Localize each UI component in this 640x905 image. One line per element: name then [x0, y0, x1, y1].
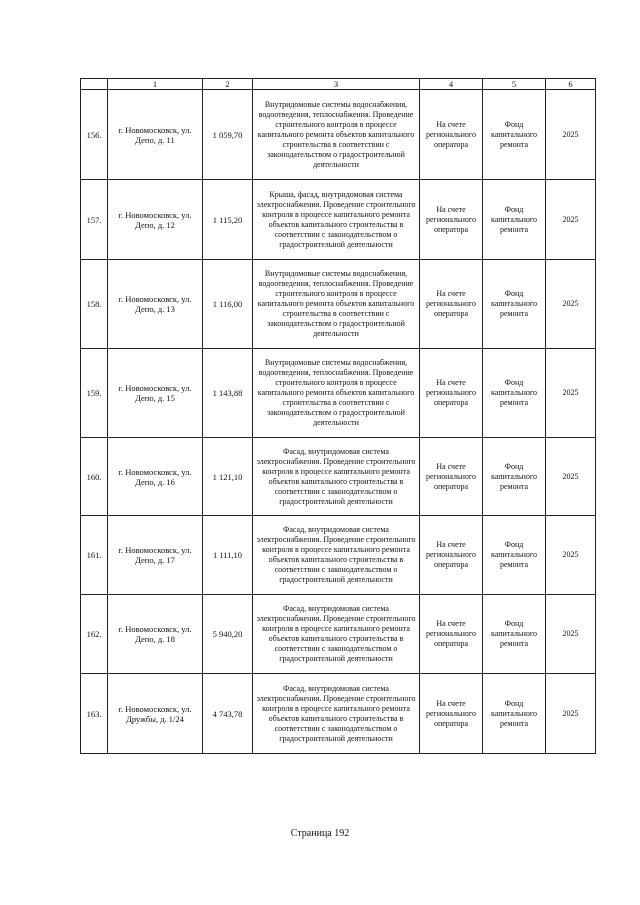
table-row	[81, 595, 596, 674]
row-number: 158.	[81, 260, 108, 349]
row-year: 2025	[546, 595, 596, 674]
table-row	[81, 90, 596, 180]
table-header-row	[81, 79, 596, 90]
row-year: 2025	[546, 260, 596, 349]
row-year: 2025	[546, 674, 596, 754]
row-works: Фасад, внутридомовая система электроснабжения. Проведение строительного контроля в процессе капитального ремонта объектов капитального строительства в соответствии с законодательством о градостроительной деятельности	[253, 674, 420, 754]
row-area: 5 940,20	[203, 595, 253, 674]
row-account: На счете регионального оператора	[420, 595, 483, 674]
row-area: 1 111,10	[203, 516, 253, 595]
row-number: 157.	[81, 180, 108, 260]
row-number: 162.	[81, 595, 108, 674]
row-fund: Фонд капитального ремонта	[483, 349, 546, 438]
row-account: На счете регионального оператора	[420, 516, 483, 595]
row-year: 2025	[546, 180, 596, 260]
row-account: На счете регионального оператора	[420, 90, 483, 180]
header-cell: 3	[253, 79, 420, 90]
table-row	[81, 516, 596, 595]
row-year: 2025	[546, 516, 596, 595]
row-area: 4 743,78	[203, 674, 253, 754]
row-address: г. Новомосковск, ул. Депо, д. 12	[108, 180, 203, 260]
row-works: Крыша, фасад, внутридомовая система электроснабжения. Проведение строительного контроля в процессе капитального ремонта объектов капитального строительства в соответствии с законодательством о градостроительной деятельности	[253, 180, 420, 260]
header-cell: 6	[546, 79, 596, 90]
header-cell: 1	[108, 79, 203, 90]
header-cell: 4	[420, 79, 483, 90]
row-works: Фасад, внутридомовая система электроснабжения. Проведение строительного контроля в процессе капитального ремонта объектов капитального строительства в соответствии с законодательством о градостроительной деятельности	[253, 438, 420, 516]
row-number: 156.	[81, 90, 108, 180]
row-fund: Фонд капитального ремонта	[483, 90, 546, 180]
repair-program-table	[80, 78, 596, 754]
row-area: 1 116,00	[203, 260, 253, 349]
row-address: г. Новомосковск, ул. Депо, д. 16	[108, 438, 203, 516]
row-number: 160.	[81, 438, 108, 516]
row-account: На счете регионального оператора	[420, 180, 483, 260]
row-year: 2025	[546, 438, 596, 516]
row-works: Фасад, внутридомовая система электроснабжения. Проведение строительного контроля в процессе капитального ремонта объектов капитального строительства в соответствии с законодательством о градостроительной деятельности	[253, 595, 420, 674]
row-fund: Фонд капитального ремонта	[483, 516, 546, 595]
row-account: На счете регионального оператора	[420, 260, 483, 349]
row-works: Внутридомовые системы водоснабжения, водоотведения, теплоснабжения. Проведение строительного контроля в процессе капитального ремонта объектов капитального строительства в соответствии с законодательством о градостроительной деятельности	[253, 90, 420, 180]
row-area: 1 143,88	[203, 349, 253, 438]
table-row	[81, 438, 596, 516]
table-row	[81, 674, 596, 754]
row-area: 1 121,10	[203, 438, 253, 516]
row-address: г. Новомосковск, ул. Депо, д. 15	[108, 349, 203, 438]
row-address: г. Новомосковск, ул. Депо, д. 13	[108, 260, 203, 349]
row-fund: Фонд капитального ремонта	[483, 260, 546, 349]
page-number: Страница 192	[290, 828, 350, 839]
header-cell: 2	[203, 79, 253, 90]
row-year: 2025	[546, 349, 596, 438]
row-works: Внутридомовые системы водоснабжения, водоотведения, теплоснабжения. Проведение строительного контроля в процессе капитального ремонта объектов капитального строительства в соответствии с законодательством о градостроительной деятельности	[253, 260, 420, 349]
table-row	[81, 180, 596, 260]
row-account: На счете регионального оператора	[420, 674, 483, 754]
header-cell: 5	[483, 79, 546, 90]
row-address: г. Новомосковск, ул. Депо, д. 11	[108, 90, 203, 180]
row-fund: Фонд капитального ремонта	[483, 595, 546, 674]
table-row	[81, 260, 596, 349]
row-year: 2025	[546, 90, 596, 180]
row-account: На счете регионального оператора	[420, 438, 483, 516]
row-area: 1 059,70	[203, 90, 253, 180]
row-account: На счете регионального оператора	[420, 349, 483, 438]
header-cell-blank	[81, 79, 108, 90]
row-address: г. Новомосковск, ул. Депо, д. 18	[108, 595, 203, 674]
row-area: 1 115,20	[203, 180, 253, 260]
row-fund: Фонд капитального ремонта	[483, 438, 546, 516]
row-number: 161.	[81, 516, 108, 595]
row-works: Внутридомовые системы водоснабжения, водоотведения, теплоснабжения. Проведение строительного контроля в процессе капитального ремонта объектов капитального строительства в соответствии с законодательством о градостроительной деятельности	[253, 349, 420, 438]
row-number: 163.	[81, 674, 108, 754]
row-fund: Фонд капитального ремонта	[483, 674, 546, 754]
row-address: г. Новомосковск, ул. Дружбы, д. 1/24	[108, 674, 203, 754]
row-works: Фасад, внутридомовая система электроснабжения. Проведение строительного контроля в процессе капитального ремонта объектов капитального строительства в соответствии с законодательством о градостроительной деятельности	[253, 516, 420, 595]
row-address: г. Новомосковск, ул. Депо, д. 17	[108, 516, 203, 595]
table-row	[81, 349, 596, 438]
row-fund: Фонд капитального ремонта	[483, 180, 546, 260]
row-number: 159.	[81, 349, 108, 438]
